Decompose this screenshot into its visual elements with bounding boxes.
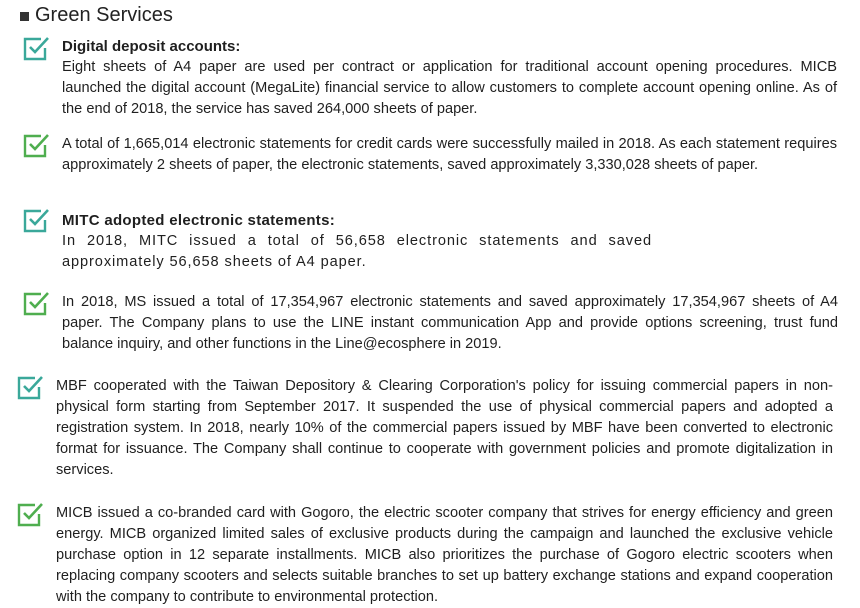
item-title: MITC adopted electronic statements: bbox=[62, 212, 336, 229]
check-box-icon bbox=[22, 290, 50, 318]
list-item bbox=[56, 503, 833, 608]
item-body: MICB issued a co-branded card with Gogoro, the electric scooter company that strives for energy efficiency and green energy. MICB organized limited sales of exclusive products during the campaign and launched the exclusive vehicle purchase option in 12 separate installments. MICB also prioritizes the purchase of Gogoro electric scooters when replacing company scooters and selects suitable branches to set up battery exchange stations and expand cooperation with the company to contribute to environmental protection. bbox=[56, 505, 833, 605]
item-body: MBF cooperated with the Taiwan Depository & Clearing Corporation's policy for issuing commercial papers in non-physical form starting from September 2017. It suspended the use of physical commercial papers and adopted a registration system. In 2018, nearly 10% of the commercial papers issued by MBF have been converted to electronic format for issuance. The Company shall continue to cooperate with government policies and promote digitalization in services. bbox=[56, 378, 833, 478]
item-body: A total of 1,665,014 electronic statements for credit cards were successfully mailed in 2018. As each statement requires approximately 2 sheets of paper, the electronic statements, saved approximately 3,330,028 sheets of paper. bbox=[62, 136, 837, 173]
list-item bbox=[56, 376, 833, 481]
list-item bbox=[62, 292, 838, 355]
item-title: Digital deposit accounts: bbox=[62, 38, 241, 55]
list-item bbox=[62, 210, 652, 273]
check-box-icon bbox=[16, 374, 44, 402]
square-bullet-icon bbox=[20, 12, 29, 21]
check-box-icon bbox=[16, 501, 44, 529]
section-title: Green Services bbox=[35, 4, 173, 26]
item-body: Eight sheets of A4 paper are used per contract or application for traditional account opening procedures. MICB launched the digital account (MegaLite) financial service to allow customers to complete account opening online. As of the end of 2018, the service has saved 264,000 sheets of paper. bbox=[62, 59, 837, 117]
item-body: In 2018, MS issued a total of 17,354,967 electronic statements and saved approximately 17,354,967 sheets of A4 paper. The Company plans to use the LINE instant communication App and provide options screening, trust fund balance inquiry, and other functions in the Line@ecosphere in 2019. bbox=[62, 294, 838, 352]
check-box-icon bbox=[22, 207, 50, 235]
item-body: In 2018, MITC issued a total of 56,658 electronic statements and saved approximately 56,658 sheets of A4 paper. bbox=[62, 233, 652, 270]
section-heading bbox=[20, 2, 173, 28]
check-box-icon bbox=[22, 132, 50, 160]
check-box-icon bbox=[22, 35, 50, 63]
list-item bbox=[62, 134, 837, 176]
list-item bbox=[62, 36, 837, 120]
